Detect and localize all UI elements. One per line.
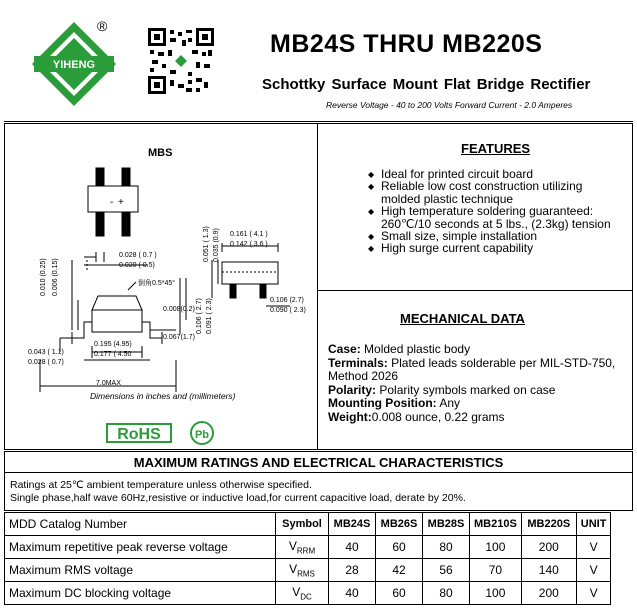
feature-item: ◆ High temperature soldering guaranteed: xyxy=(368,205,611,217)
table-row xyxy=(5,536,611,559)
logo-brand: YIHENG xyxy=(52,59,96,71)
header-specs: Reverse Voltage - 40 to 200 Volts Forward Current - 2.0 Amperes xyxy=(326,100,573,110)
rohs-badge: RoHS xyxy=(106,423,172,443)
value-cell: 80 xyxy=(423,536,470,559)
pb-free-badge: Pb xyxy=(190,421,214,445)
dim-d14: 0.067(1.7) xyxy=(163,334,195,341)
dim-chamfer: 倒角0.5*45° xyxy=(138,280,176,287)
dim-d3: 0.010 (0.25) xyxy=(40,258,47,296)
dim-d11: 0.106 (2.7) xyxy=(270,297,304,304)
value-cell: 42 xyxy=(376,559,423,582)
mech-line: Case: Molded plastic body xyxy=(328,342,471,356)
mech-line: Method 2026 xyxy=(328,369,399,384)
ratings-title: MAXIMUM RATINGS AND ELECTRICAL CHARACTERISTICS xyxy=(133,455,504,470)
header-divider xyxy=(4,121,633,122)
vertical-divider xyxy=(317,123,318,450)
features-mech-divider xyxy=(317,290,633,291)
dim-d19: 7.0MAX xyxy=(96,380,121,387)
value-cell: 70 xyxy=(470,559,522,582)
symbol-cell: $V_{DC}$ xyxy=(276,582,329,605)
ratings-note: Ratings at 25℃ ambient temperature unless otherwise specified. xyxy=(10,479,312,491)
feature-item-cont: 260℃/10 seconds at 5 lbs., (2.3kg) tension xyxy=(381,216,611,231)
col-header: MDD Catalog Number xyxy=(5,513,276,536)
dim-d2: 0.020 ( 0.5) xyxy=(119,262,155,269)
dimension-caption: Dimensions in inches and (millimeters) xyxy=(90,391,236,401)
col-header: MB26S xyxy=(376,513,423,536)
col-header: MB28S xyxy=(423,513,470,536)
mech-line: Weight:0.008 ounce, 0.22 grams xyxy=(328,409,505,424)
dim-d15: 0.043 ( 1.1) xyxy=(28,349,64,356)
mech-line: Terminals: Plated leads solderable per MIL-STD-750, xyxy=(328,355,616,370)
mechanical-data xyxy=(328,343,628,425)
value-cell: 200 xyxy=(521,536,576,559)
col-header: MB24S xyxy=(329,513,376,536)
feature-item: ◆ Ideal for printed circuit board xyxy=(368,168,611,180)
feature-item: ◆ High surge current capability xyxy=(368,242,611,254)
page-subtitle: Schottky Surface Mount Flat Bridge Rectifier xyxy=(262,76,591,93)
dim-d18: 0.177 ( 4.50 xyxy=(94,351,132,358)
value-cell: 60 xyxy=(376,582,423,605)
features-title: FEATURES xyxy=(461,141,531,156)
dim-d6: 0.142 ( 3.6 ) xyxy=(230,241,268,248)
value-cell: 80 xyxy=(423,582,470,605)
value-cell: 40 xyxy=(329,582,376,605)
value-cell: 40 xyxy=(329,536,376,559)
value-cell: 140 xyxy=(521,559,576,582)
col-header: UNIT xyxy=(576,513,611,536)
feature-item: ◆ Small size, simple installation xyxy=(368,230,611,242)
ratings-title-divider xyxy=(4,472,633,473)
value-cell: 60 xyxy=(376,536,423,559)
value-cell: 100 xyxy=(470,536,522,559)
dim-d12: 0.090 ( 2.3) xyxy=(270,307,306,314)
value-cell: 100 xyxy=(470,582,522,605)
mech-line: Mounting Position: Any xyxy=(328,396,460,411)
unit-cell: V xyxy=(576,582,611,605)
dim-d10: 0.091 ( 2.3) xyxy=(206,298,213,334)
unit-cell: V xyxy=(576,559,611,582)
dim-d13: 0.008(0.2) xyxy=(163,306,195,313)
ratings-table xyxy=(4,512,611,605)
value-cell: 56 xyxy=(423,559,470,582)
registered-mark: ® xyxy=(97,18,108,34)
param-cell: Maximum repetitive peak reverse voltage xyxy=(5,536,276,559)
dim-d7: 0.051 ( 1.3) xyxy=(203,226,210,262)
features-list xyxy=(368,168,611,255)
value-cell: 28 xyxy=(329,559,376,582)
col-header: Symbol xyxy=(276,513,329,536)
symbol-cell: $V_{RMS}$ xyxy=(276,559,329,582)
dim-d8: 0.035 (0.9) xyxy=(213,228,220,262)
value-cell: 200 xyxy=(521,582,576,605)
unit-cell: V xyxy=(576,536,611,559)
feature-item: ◆ Reliable low cost construction utilizing xyxy=(368,180,611,192)
feature-item-cont: molded plastic technique xyxy=(381,191,514,206)
mechanical-title: MECHANICAL DATA xyxy=(400,311,525,326)
qr-code xyxy=(148,28,214,94)
ratings-note: Single phase,half wave 60Hz,resistive or inductive load,for current capacitive load, derate by 20%. xyxy=(10,491,466,504)
mech-line: Polarity: Polarity symbols marked on case xyxy=(328,382,556,397)
page-title: MB24S THRU MB220S xyxy=(270,30,543,58)
dim-d17: 0.195 (4.95) xyxy=(94,341,132,348)
symbol-cell: $V_{RRM}$ xyxy=(276,536,329,559)
table-header-row xyxy=(5,513,611,536)
param-cell: Maximum RMS voltage xyxy=(5,559,276,582)
col-header: MB220S xyxy=(521,513,576,536)
dim-d16: 0.028 ( 0.7) xyxy=(28,359,64,366)
ratings-notes xyxy=(10,479,466,504)
table-row xyxy=(5,582,611,605)
table-row xyxy=(5,559,611,582)
dim-d4: 0.006 (0.15) xyxy=(52,258,59,296)
param-cell: Maximum DC blocking voltage xyxy=(5,582,276,605)
svg-text:+: + xyxy=(118,197,124,208)
package-name: MBS xyxy=(148,147,173,159)
dim-d1: 0.028 ( 0.7 ) xyxy=(119,252,157,259)
dim-d9: 0.106 ( 2.7) xyxy=(196,298,203,334)
svg-text:-: - xyxy=(110,197,114,208)
col-header: MB210S xyxy=(470,513,522,536)
dim-d5: 0.161 ( 4.1 ) xyxy=(230,231,268,238)
